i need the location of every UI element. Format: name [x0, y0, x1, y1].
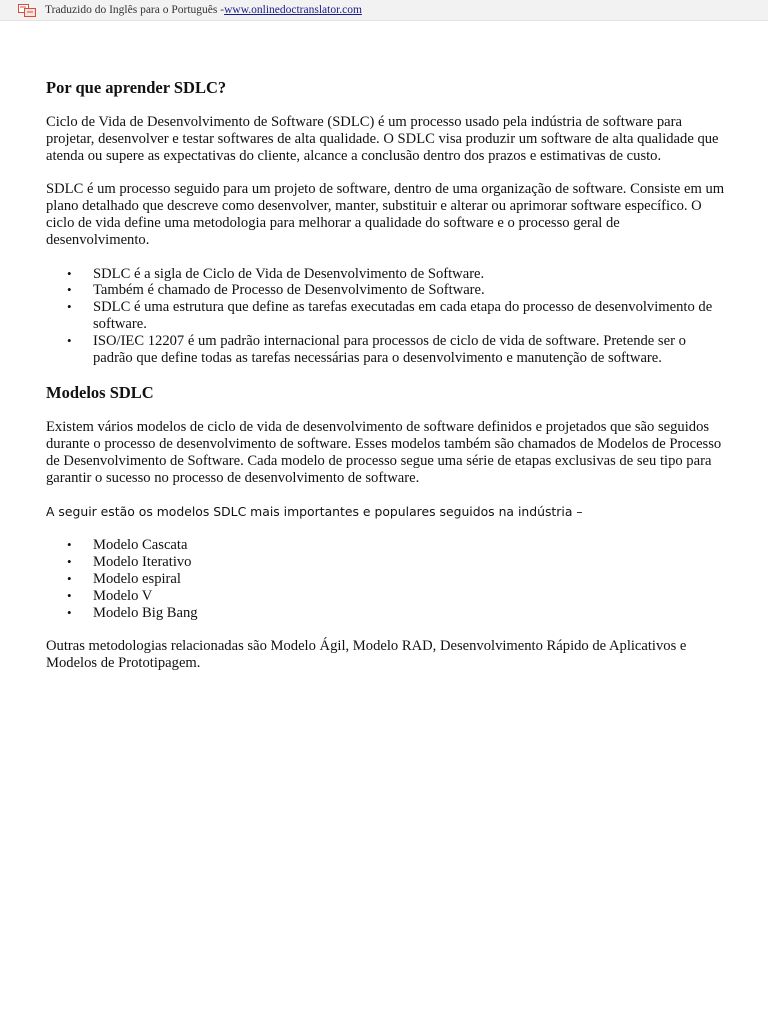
translator-banner: [0, 0, 768, 21]
paragraph: A seguir estão os modelos SDLC mais importantes e populares seguidos na indústria –: [46, 503, 583, 519]
list-item: • Modelo espiral: [67, 570, 181, 587]
bullet-icon: •: [67, 604, 72, 620]
list-item: • Também é chamado de Processo de Desenvolvimento de Software.: [67, 282, 485, 299]
bullet-icon: •: [67, 570, 72, 586]
bullet-icon: •: [67, 537, 72, 553]
sdlc-models-list: [46, 537, 726, 621]
translator-logo-icon: [18, 4, 36, 17]
list-item: • SDLC é a sigla de Ciclo de Vida de Desenvolvimento de Software.: [67, 265, 485, 282]
list-item: • Modelo V: [67, 587, 153, 604]
document-body: [46, 78, 726, 689]
bullet-icon: •: [67, 299, 72, 315]
section-title-why-sdlc: Por que aprender SDLC?: [46, 78, 227, 97]
paragraph: SDLC é um processo seguido para um projeto de software, dentro de uma organização de software. Consiste em um plano detalhado que descreve como desenvolver, manter, substituir e alterar ou aprimorar software específico. O ciclo de vida define uma metodologia para melhorar a qualidade do software e o processo geral de desenvolvimento.: [46, 181, 725, 248]
list-item: • Modelo Big Bang: [67, 604, 198, 621]
bullet-icon: •: [67, 282, 72, 298]
list-item: • ISO/IEC 12207 é um padrão internacional para processos de ciclo de vida de software. Pretende ser o padrão que define todas as tarefas necessárias para o desenvolvimento e manutenção de software.: [67, 332, 686, 366]
bullet-icon: •: [67, 332, 72, 348]
paragraph: Existem vários modelos de ciclo de vida de desenvolvimento de software definidos e projetados que são seguidos durante o processo de desenvolvimento de software. Esses modelos também são chamados de Modelos de Processo de Desenvolvimento de Software. Cada modelo de processo segue uma série de etapas exclusivas de seu tipo para garantir o sucesso no processo de desenvolvimento de software.: [46, 419, 722, 486]
section-title-sdlc-models: Modelos SDLC: [46, 383, 154, 403]
bullet-icon: •: [67, 265, 72, 281]
sdlc-facts-list: [46, 266, 726, 367]
bullet-icon: •: [67, 587, 72, 603]
translator-link[interactable]: www.onlinedoctranslator.com: [224, 4, 362, 16]
list-item: • Modelo Iterativo: [67, 554, 192, 571]
list-item: • Modelo Cascata: [67, 537, 188, 554]
paragraph: Outras metodologias relacionadas são Modelo Ágil, Modelo RAD, Desenvolvimento Rápido de Aplicativos e Modelos de Prototipagem.: [46, 638, 687, 672]
bullet-icon: •: [67, 554, 72, 570]
list-item: • SDLC é uma estrutura que define as tarefas executadas em cada etapa do processo de desenvolvimento de software.: [67, 299, 713, 332]
banner-text: Traduzido do Inglês para o Português -: [45, 4, 225, 16]
paragraph: Ciclo de Vida de Desenvolvimento de Software (SDLC) é um processo usado pela indústria de software para projetar, desenvolver e testar softwares de alta qualidade. O SDLC visa produzir um software de alta qualidade que atenda ou supere as expectativas do cliente, alcance a conclusão dentro dos prazos e estimativas de custo.: [46, 114, 719, 164]
